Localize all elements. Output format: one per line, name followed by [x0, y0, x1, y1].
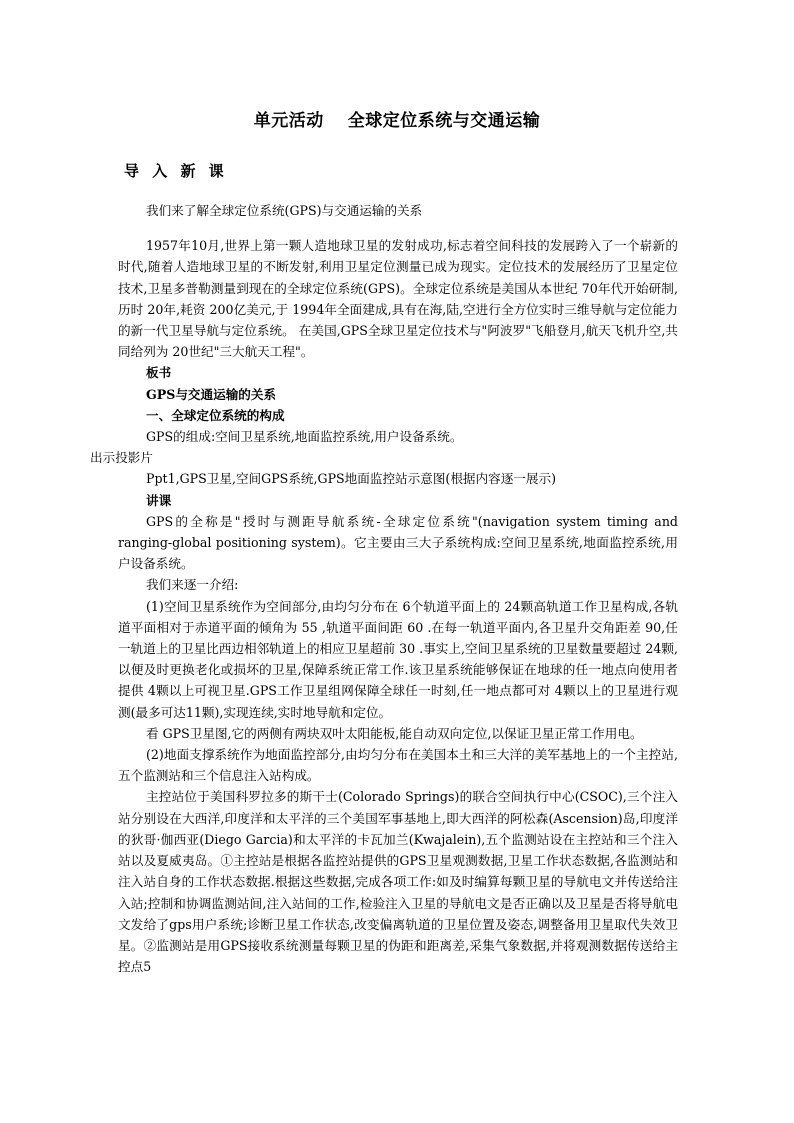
label-blackboard: 板书 [146, 365, 172, 381]
label-show-slides: 出示投影片 [90, 450, 153, 466]
paragraph-space-segment: (1)空间卫星系统作为空间部分,由均匀分布在 6个轨道平面上的 24颗高轨道工作卫星构成,各轨道平面相对于赤道平面的倾角为 55 ,轨道平面间距 60 .在每一轨道平面内,各卫星升交角距差 90,任一轨道上的卫星比西边相邻轨道上的相应卫星超前 30 .事实上,空间卫星系统的卫星数量要超过 24颗,以便及时更换老化或损坏的卫星,保障系统正常工作.该卫星系统能够保证在地球的任一地点向使用者提供 4颗以上可视卫星.GPS工作卫星组网保障全球任一时刻,任一地点都可对 4颗以上的卫星进行观测(最多可达11颗),实现连续,实时地导航和定位。 [118, 598, 678, 720]
paragraph-slides: Ppt1,GPS卫星,空间GPS系统,GPS地面监控站示意图(根据内容逐一展示) [146, 471, 556, 487]
section-heading: 导 入 新 课 [124, 162, 228, 180]
paragraph-ground-segment: (2)地面支撑系统作为地面监控部分,由均匀分布在美国本土和三大洋的美军基地上的一个主控站,五个监测站和三个信息注入站构成。 [118, 747, 678, 784]
paragraph-intro-each: 我们来逐一介绍: [146, 577, 239, 593]
heading-composition: 一、全球定位系统的构成 [146, 407, 285, 423]
document-title [0, 106, 794, 131]
document-body [90, 200, 678, 977]
paragraph-master-station: 主控站位于美国科罗拉多的斯干士(Colorado Springs)的联合空间执行中心(CSOC),三个注入站分别设在大西洋,印度洋和太平洋的三个美国军事基地上,即大西洋的阿松森(Ascension)岛,印度洋的狄哥·伽西亚(Diego Garcia)和太平洋的卡瓦加兰(Kwajalein),五个监测站设在主控站和三个注入站以及夏威夷岛。①主控站是根据各监控站提供的GPS卫星观测数据,卫星工作状态数据,各监测站和注入站自身的工作状态数据.根据这些数据,完成各项工作:如及时编算每颗卫星的导航电文并传送给注入站;控制和协调监测站间,注入站间的工作,检验注入卫星的导航电文是否正确以及卫星是否将导航电文发给了gps用户系统;诊断卫星工作状态,改变偏离轨道的卫星位置及姿态,调整备用卫星取代失效卫星。②监测站是用GPS接收系统测量每颗卫星的伪距和距离差,采集气象数据,并将观测数据传送给主控点5 [118, 789, 678, 975]
paragraph-history: 1957年10月,世界上第一颗人造地球卫星的发射成功,标志着空间科技的发展跨入了一个崭新的时代,随着人造地球卫星的不断发射,利用卫星定位测量已成为现实。定位技术的发展经历了卫星定位技术,卫星多普勒测量到现在的全球定位系统(GPS)。全球定位系统是美国从本世纪 70年代开始研制,历时 20年,耗资 200亿美元,于 1994年全面建成,具有在海,陆,空进行全方位实时三维导航与定位能力的新一代卫星导航与定位系统。 在美国,GPS全球卫星定位技术与"阿波罗"飞船登月,航天飞机升空,共同给列为 20世纪"三大航天工程"。 [118, 238, 678, 360]
intro-line: 我们来了解全球定位系统(GPS)与交通运输的关系 [146, 203, 423, 218]
title-unit-label: 单元活动 [253, 111, 324, 131]
paragraph-full-name: GPS的全称是"授时与测距导航系统-全球定位系统"(navigation system timing and ranging-global positioning system)。它主要由三大子系统构成:空间卫星系统,地面监控系统,用户设备系统。 [118, 513, 678, 572]
blackboard-title: GPS与交通运输的关系 [146, 386, 277, 402]
label-lecture: 讲课 [146, 492, 172, 508]
paragraph-composition: GPS的组成:空间卫星系统,地面监控系统,用户设备系统。 [146, 429, 463, 445]
paragraph-satellite-image: 看 GPS卫星图,它的两侧有两块双叶太阳能板,能自动双向定位,以保证卫星正常工作用电。 [146, 725, 643, 741]
title-topic: 全球定位系统与交通运输 [347, 111, 541, 131]
